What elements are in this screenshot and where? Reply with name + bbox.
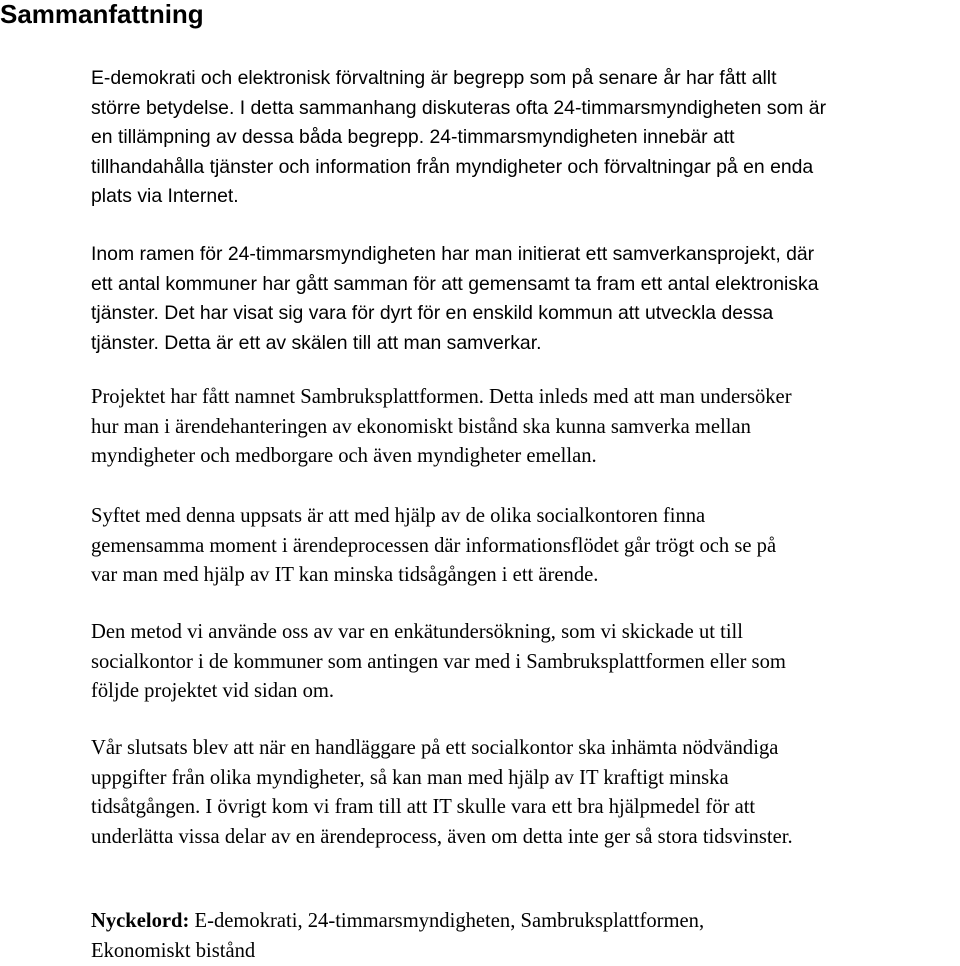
paragraph-project-background [91, 240, 957, 358]
paragraph-line: E-demokrati och elektronisk förvaltning är begrepp som på senare år har fått allt [91, 64, 957, 94]
paragraph-line: gemensamma moment i ärendeprocessen där informationsflödet går trögt och se på [91, 532, 957, 562]
paragraph-method [91, 618, 957, 707]
paragraph-line: tidsåtgången. I övrigt kom vi fram till att IT skulle vara ett bra hjälpmedel för att [91, 793, 957, 823]
paragraph-intro [91, 64, 957, 212]
paragraph-line: plats via Internet. [91, 182, 957, 212]
keywords-values: E-demokrati, 24-timmarsmyndigheten, Sambruksplattformen, [189, 910, 704, 932]
paragraph-line: Projektet har fått namnet Sambruksplattformen. Detta inleds med att man undersöker [91, 383, 957, 413]
paragraph-conclusion [91, 734, 957, 852]
paragraph-line: myndigheter och medborgare och även myndigheter emellan. [91, 442, 957, 472]
paragraph-line: större betydelse. I detta sammanhang diskuteras ofta 24-timmarsmyndigheten som är [91, 94, 957, 124]
paragraph-line: Syftet med denna uppsats är att med hjälp av de olika socialkontoren finna [91, 502, 957, 532]
paragraph-line: följde projektet vid sidan om. [91, 677, 957, 707]
keywords-label: Nyckelord: [91, 910, 189, 932]
paragraph-line: Den metod vi använde oss av var en enkätundersökning, som vi skickade ut till [91, 618, 957, 648]
paragraph-line: Inom ramen för 24-timmarsmyndigheten har man initierat ett samverkansprojekt, där [91, 240, 957, 270]
paragraph-line: tillhandahålla tjänster och information från myndigheter och förvaltningar på en enda [91, 153, 957, 183]
paragraph-purpose [91, 502, 957, 591]
keywords-line: Ekonomiskt bistånd [91, 937, 957, 966]
paragraph-line: uppgifter från olika myndigheter, så kan man med hjälp av IT kraftigt minska [91, 764, 957, 794]
keywords-section [91, 907, 957, 966]
paragraph-line: underlätta vissa delar av en ärendeprocess, även om detta inte ger så stora tidsvinster. [91, 823, 957, 853]
page-title: Sammanfattning [0, 0, 204, 28]
paragraph-line: socialkontor i de kommuner som antingen var med i Sambruksplattformen eller som [91, 648, 957, 678]
paragraph-line: en tillämpning av dessa båda begrepp. 24-timmarsmyndigheten innebär att [91, 123, 957, 153]
paragraph-line: tjänster. Det har visat sig vara för dyrt för en enskild kommun att utveckla dessa [91, 299, 957, 329]
paragraph-line: var man med hjälp av IT kan minska tidsågången i ett ärende. [91, 561, 957, 591]
paragraph-line: tjänster. Detta är ett av skälen till att man samverkar. [91, 329, 957, 359]
paragraph-line: Vår slutsats blev att när en handläggare på ett socialkontor ska inhämta nödvändiga [91, 734, 957, 764]
keywords-line [91, 907, 957, 937]
paragraph-project-name [91, 383, 957, 472]
paragraph-line: ett antal kommuner har gått samman för att gemensamt ta fram ett antal elektroniska [91, 270, 957, 300]
paragraph-line: hur man i ärendehanteringen av ekonomiskt bistånd ska kunna samverka mellan [91, 413, 957, 443]
